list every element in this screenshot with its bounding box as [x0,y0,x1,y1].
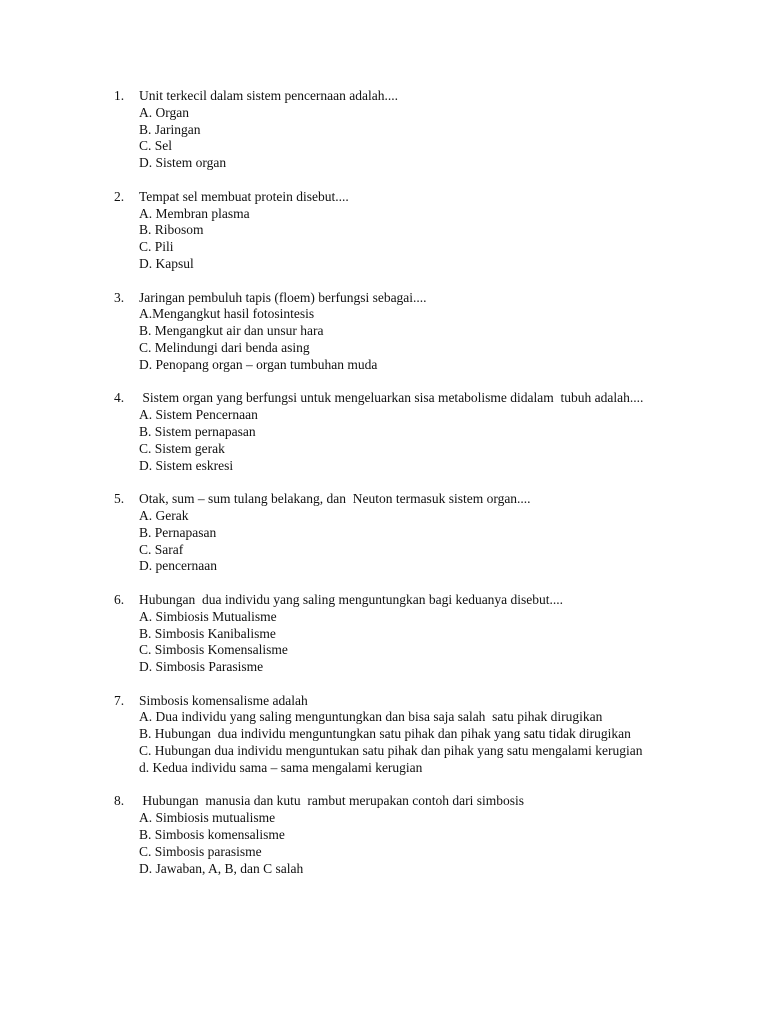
answer-option: B. Sistem pernapasan [139,423,256,439]
answer-option: B. Mengangkut air dan unsur hara [139,323,324,339]
answer-option: A. Sistem Pencernaan [139,407,258,423]
answer-option: B. Pernapasan [139,524,217,540]
answer-option: d. Kedua individu sama – sama mengalami kerugian [139,759,423,775]
answer-option: C. Melindungi dari benda asing [139,339,310,355]
question-item [114,88,704,172]
answer-option: C. Hubungan dua individu menguntukan satu pihak dan pihak yang satu mengalami kerugian [139,743,643,759]
answer-option: B. Simbosis komensalisme [139,827,285,843]
answer-option: D. pencernaan [139,558,217,574]
answer-option: C. Sistem gerak [139,440,225,456]
question-text: Sistem organ yang berfungsi untuk mengeluarkan sisa metabolisme didalam tubuh adalah.... [139,390,644,406]
question-item [114,390,704,474]
question-number: 2. [114,188,125,204]
question-number: 7. [114,692,125,708]
answer-option: C. Pili [139,239,174,255]
answer-option: A.Mengangkut hasil fotosintesis [139,306,315,322]
answer-option: B. Jaringan [139,121,201,137]
answer-option: A. Organ [139,104,189,120]
question-item [114,693,704,777]
question-text: Simbosis komensalisme adalah [139,692,308,708]
answer-option: A. Membran plasma [139,205,250,221]
question-list [114,88,704,894]
question-number: 8. [114,793,125,809]
answer-option: B. Hubungan dua individu menguntungkan satu pihak dan pihak yang satu tidak dirugikan [139,726,631,742]
answer-option: C. Saraf [139,541,184,557]
question-number: 4. [114,390,125,406]
answer-option: A. Simbiosis Mutualisme [139,608,277,624]
answer-option: A. Simbiosis mutualisme [139,810,276,826]
question-number: 6. [114,591,125,607]
question-text: Hubungan manusia dan kutu rambut merupakan contoh dari simbosis [139,793,525,809]
question-item [114,290,704,374]
answer-option: C. Simbosis Komensalisme [139,642,288,658]
answer-option: D. Kapsul [139,255,194,271]
question-number: 3. [114,289,125,305]
question-number: 1. [114,88,125,103]
question-item [114,793,704,877]
question-text: Unit terkecil dalam sistem pencernaan adalah.... [139,88,399,103]
question-item [114,592,704,676]
question-text: Otak, sum – sum tulang belakang, dan Neuton termasuk sistem organ.... [139,491,531,507]
question-text: Jaringan pembuluh tapis (floem) berfungsi sebagai.... [139,289,427,305]
answer-option: D. Jawaban, A, B, dan C salah [139,860,304,876]
answer-option: D. Sistem organ [139,155,227,171]
answer-option: D. Simbosis Parasisme [139,659,264,675]
answer-option: B. Ribosom [139,222,204,238]
answer-option: A. Gerak [139,507,189,523]
question-item [114,189,704,273]
answer-option: C. Simbosis parasisme [139,843,262,859]
answer-option: A. Dua individu yang saling menguntungkan dan bisa saja salah satu pihak dirugikan [139,709,603,725]
answer-option: C. Sel [139,138,173,154]
question-text: Tempat sel membuat protein disebut.... [139,188,349,204]
question-number: 5. [114,491,125,507]
answer-option: B. Simbosis Kanibalisme [139,625,276,641]
answer-option: D. Sistem eskresi [139,457,234,473]
answer-option: D. Penopang organ – organ tumbuhan muda [139,356,378,372]
question-item [114,491,704,575]
question-text: Hubungan dua individu yang saling menguntungkan bagi keduanya disebut.... [139,591,564,607]
